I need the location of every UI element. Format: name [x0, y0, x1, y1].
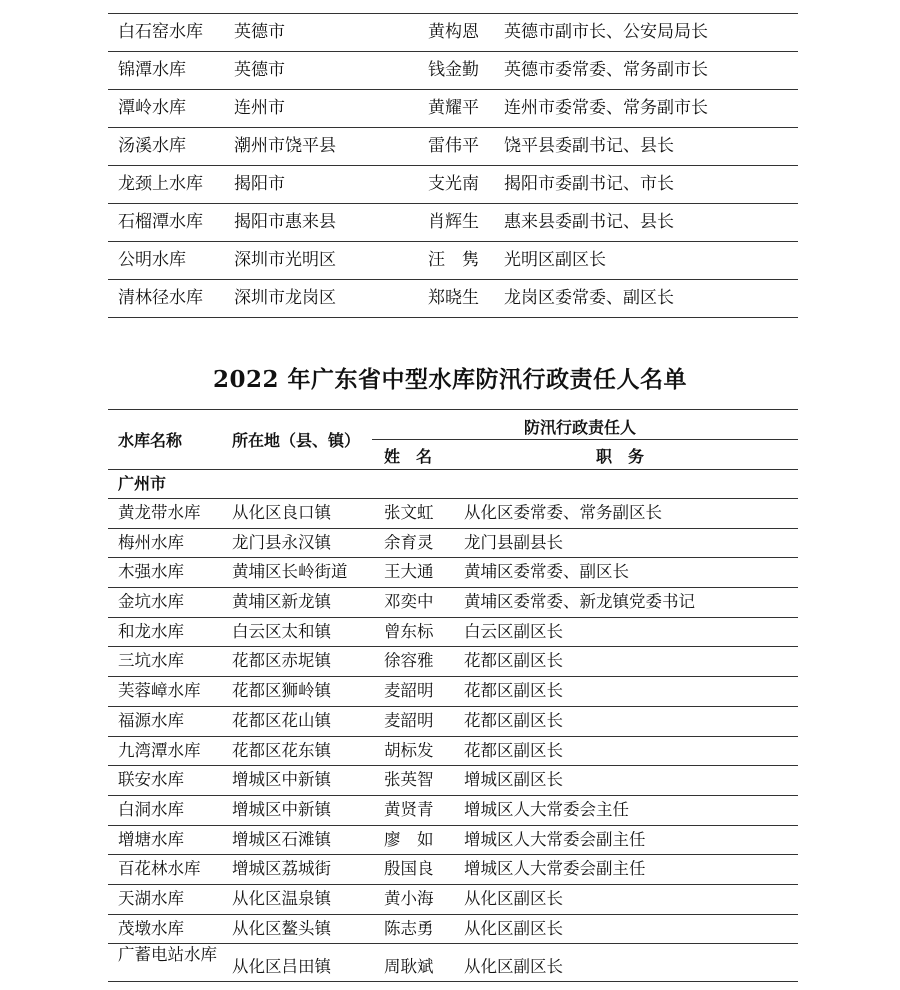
reservoir-location: 揭阳市: [234, 174, 285, 194]
reservoir-location: 增城区中新镇: [232, 770, 331, 790]
responsible-person: 黄耀平: [428, 98, 479, 118]
responsible-position: 龙岗区委常委、副区长: [504, 288, 674, 308]
header-position: 职 务: [596, 447, 645, 466]
reservoir-name: 和龙水库: [118, 621, 184, 641]
responsible-position: 从化区副区长: [464, 957, 563, 977]
responsible-person: 陈志勇: [384, 918, 434, 938]
reservoir-location: 增城区石滩镇: [232, 829, 331, 849]
responsible-position: 从化区委常委、常务副区长: [464, 503, 662, 522]
responsible-position: 揭阳市委副书记、市长: [504, 174, 674, 194]
table-row: [108, 242, 798, 280]
reservoir-location: 增城区荔城街: [232, 859, 331, 879]
reservoir-location: 从化区温泉镇: [232, 888, 331, 908]
reservoir-name: 九湾潭水库: [118, 740, 201, 760]
reservoir-location: 英德市: [234, 22, 285, 42]
responsible-position: 花都区副区长: [464, 740, 563, 760]
table-row: [108, 647, 798, 677]
table-row: [108, 618, 798, 648]
responsible-person: 钱金勤: [428, 60, 479, 80]
responsible-position: 增城区人大常委会副主任: [464, 859, 646, 879]
responsible-person: 胡标发: [384, 740, 434, 760]
responsible-position: 黄埔区委常委、新龙镇党委书记: [464, 592, 695, 612]
table-row: [108, 915, 798, 945]
medium-reservoir-table: [108, 409, 798, 982]
reservoir-name: 广蓄电站水库: [118, 945, 217, 965]
reservoir-name: 茂墩水库: [118, 918, 184, 938]
section-title: 2022 年广东省中型水库防汛行政责任人名单: [212, 366, 688, 393]
reservoir-name: 天湖水库: [118, 888, 184, 908]
responsible-position: 英德市委常委、常务副市长: [504, 60, 708, 80]
responsible-person: 郑晓生: [428, 288, 479, 308]
responsible-person: 王大通: [384, 562, 434, 582]
reservoir-name: 公明水库: [118, 250, 186, 270]
city-group-row: [108, 470, 798, 499]
reservoir-name: 增塘水库: [118, 829, 184, 849]
table-row: [108, 558, 798, 588]
responsible-person: 殷国良: [384, 859, 434, 879]
table-row: [108, 529, 798, 559]
reservoir-location: 黄埔区新龙镇: [232, 592, 331, 612]
reservoir-name: 清林径水库: [118, 288, 203, 308]
reservoir-name: 芙蓉嶂水库: [118, 681, 201, 701]
table-row: [108, 766, 798, 796]
reservoir-name: 百花林水库: [118, 859, 201, 879]
reservoir-name: 汤溪水库: [118, 136, 186, 156]
table-row: [108, 166, 798, 204]
reservoir-location: 花都区赤坭镇: [232, 651, 331, 671]
table-row: [108, 588, 798, 618]
responsible-person: 邓奕中: [384, 592, 434, 612]
reservoir-location: 深圳市光明区: [234, 250, 336, 270]
reservoir-name: 梅州水库: [118, 532, 184, 552]
city-name: 广州市: [118, 474, 167, 493]
responsible-position: 从化区副区长: [464, 888, 563, 908]
reservoir-name: 潭岭水库: [118, 98, 186, 118]
table-row: [108, 737, 798, 767]
responsible-person: 徐容雅: [384, 651, 434, 671]
responsible-position: 白云区副区长: [464, 621, 563, 641]
responsible-person: 廖 如: [384, 829, 434, 849]
header-divider: [372, 439, 798, 440]
responsible-position: 惠来县委副书记、县长: [504, 212, 674, 232]
table-row: [108, 885, 798, 915]
responsible-person: 曾东标: [384, 621, 434, 641]
responsible-position: 光明区副区长: [504, 250, 606, 270]
table-row: [108, 944, 798, 990]
responsible-person: 黄构恩: [428, 22, 479, 42]
responsible-position: 增城区人大常委会主任: [464, 799, 629, 819]
reservoir-location: 花都区花东镇: [232, 740, 331, 760]
reservoir-name: 联安水库: [118, 770, 184, 790]
reservoir-name: 木强水库: [118, 562, 184, 582]
responsible-person: 麦韶明: [384, 710, 434, 730]
table-row: [108, 855, 798, 885]
responsible-person: 麦韶明: [384, 681, 434, 701]
table-row: [108, 280, 798, 318]
reservoir-location: 从化区鳌头镇: [232, 918, 331, 938]
header-responsible-group: 防汛行政责任人: [524, 418, 637, 437]
reservoir-location: 英德市: [234, 60, 285, 80]
responsible-person: 雷伟平: [428, 136, 479, 156]
reservoir-name: 锦潭水库: [118, 60, 186, 80]
responsible-position: 花都区副区长: [464, 710, 563, 730]
reservoir-location: 从化区吕田镇: [232, 957, 331, 977]
responsible-position: 连州市委常委、常务副市长: [504, 98, 708, 118]
header-location: 所在地（县、镇）: [232, 431, 361, 450]
responsible-position: 从化区副区长: [464, 918, 563, 938]
responsible-person: 余育灵: [384, 532, 434, 552]
responsible-person: 张英智: [384, 770, 434, 790]
responsible-position: 龙门县副县长: [464, 532, 563, 552]
header-person-name: 姓 名: [384, 447, 433, 466]
reservoir-location: 花都区狮岭镇: [232, 681, 331, 701]
responsible-position: 英德市副市长、公安局局长: [504, 22, 708, 42]
reservoir-location: 揭阳市惠来县: [234, 212, 336, 232]
reservoir-location: 连州市: [234, 98, 285, 118]
table-row: [108, 128, 798, 166]
table-row: [108, 796, 798, 826]
reservoir-location: 黄埔区长岭街道: [232, 562, 348, 582]
reservoir-name: 金坑水库: [118, 592, 184, 612]
reservoir-name: 黄龙带水库: [118, 503, 201, 522]
responsible-position: 黄埔区委常委、副区长: [464, 562, 629, 582]
header-reservoir-name: 水库名称: [118, 431, 183, 450]
responsible-person: 汪 隽: [428, 250, 479, 270]
reservoir-location: 从化区良口镇: [232, 503, 331, 522]
table-header: [108, 410, 798, 470]
reservoir-location: 增城区中新镇: [232, 799, 331, 819]
responsible-position: 花都区副区长: [464, 651, 563, 671]
table-row: [108, 90, 798, 128]
top-reservoir-table: [108, 13, 798, 318]
responsible-person: 支光南: [428, 174, 479, 194]
responsible-position: 饶平县委副书记、县长: [504, 136, 674, 156]
reservoir-location: 潮州市饶平县: [234, 136, 336, 156]
table-row: [108, 52, 798, 90]
reservoir-name: 白洞水库: [118, 799, 184, 819]
table-row: [108, 707, 798, 737]
responsible-position: 增城区副区长: [464, 770, 563, 790]
responsible-position: 增城区人大常委会副主任: [464, 829, 646, 849]
table-row: [108, 826, 798, 856]
reservoir-name: 白石窑水库: [118, 22, 203, 42]
reservoir-name: 石榴潭水库: [118, 212, 203, 232]
reservoir-name: 龙颈上水库: [118, 174, 203, 194]
table-row: [108, 499, 798, 529]
responsible-person: 肖辉生: [428, 212, 479, 232]
table-row: [108, 677, 798, 707]
reservoir-location: 花都区花山镇: [232, 710, 331, 730]
responsible-position: 花都区副区长: [464, 681, 563, 701]
reservoir-location: 龙门县永汉镇: [232, 532, 331, 552]
responsible-person: 张文虹: [384, 503, 434, 522]
reservoir-location: 白云区太和镇: [232, 621, 331, 641]
reservoir-name: 三坑水库: [118, 651, 184, 671]
responsible-person: 周耿斌: [384, 957, 434, 977]
reservoir-name: 福源水库: [118, 710, 184, 730]
responsible-person: 黄贤青: [384, 799, 434, 819]
table-row: [108, 204, 798, 242]
reservoir-location: 深圳市龙岗区: [234, 288, 336, 308]
responsible-person: 黄小海: [384, 888, 434, 908]
table-row: [108, 14, 798, 52]
